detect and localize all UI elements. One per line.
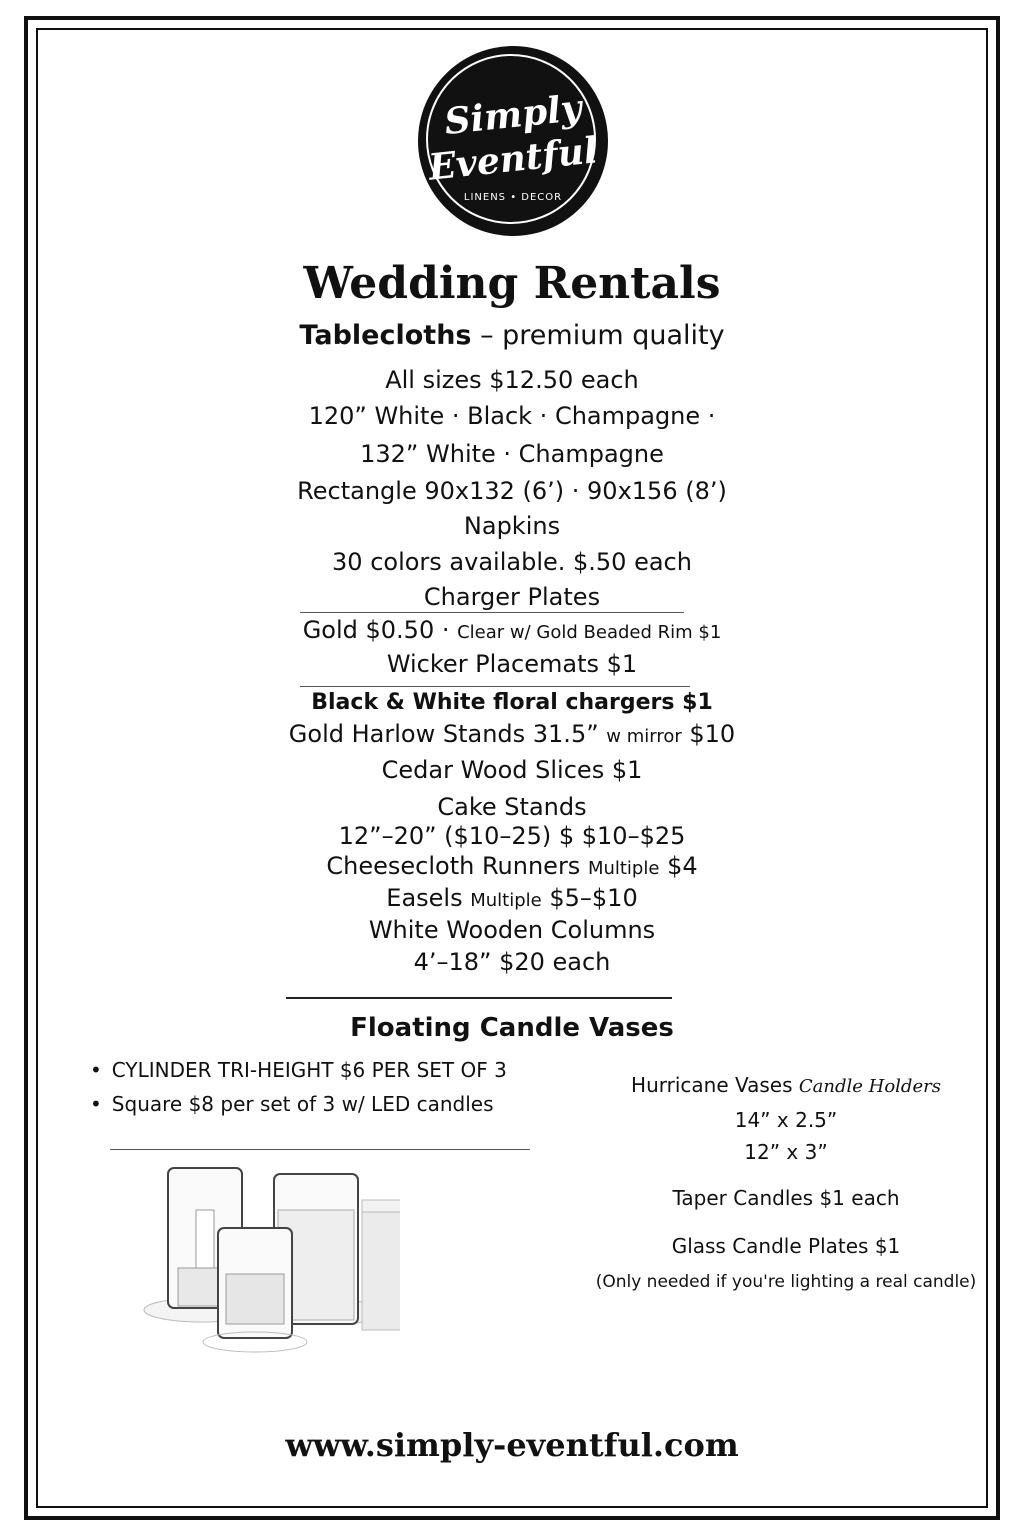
wicker-placemats: Wicker Placemats $1 [386, 650, 638, 678]
logo-line1: Simply [442, 86, 584, 144]
simply-eventful-logo [418, 46, 608, 236]
glass-candle-plates: Glass Candle Plates $1 [671, 1234, 901, 1258]
tablecloths-quality: – premium quality [471, 320, 725, 351]
list-item: • CYLINDER TRI-HEIGHT $6 PER SET OF 3 [90, 1058, 507, 1082]
candle-vases-illustration [140, 1160, 400, 1360]
columns-heading: White Wooden Columns [368, 916, 656, 944]
chargers-clear: Clear w/ Gold Beaded Rim $1 [457, 622, 722, 643]
list-item: • Square $8 per set of 3 w/ LED candles [90, 1092, 507, 1116]
candle-plates-note: (Only needed if you're lighting a real candle) [595, 1272, 977, 1292]
cake-stands-heading: Cake Stands [437, 793, 587, 821]
tablecloths-row3: Rectangle 90x132 (6’) · 90x156 (8’) [297, 477, 727, 505]
easels-line [0, 884, 1024, 912]
easels-price: $5–$10 [541, 884, 638, 912]
divider [110, 1149, 530, 1150]
harlow-mirror: w mirror [606, 726, 682, 747]
harlow-stands: Gold Harlow Stands 31.5” [288, 720, 607, 748]
chargers-heading: Charger Plates [423, 583, 601, 611]
floating-candle-heading: Floating Candle Vases [350, 1013, 674, 1043]
tablecloths-price: All sizes $12.50 each [385, 366, 639, 394]
cheesecloth-multiple: Multiple [587, 858, 660, 879]
logo-line2: Eventful [426, 129, 600, 189]
cedar-slices: Cedar Wood Slices $1 [381, 756, 643, 784]
floating-candle-list [90, 1058, 507, 1126]
section-divider [286, 997, 672, 999]
easels: Easels [386, 884, 471, 912]
hurricane-vases: Hurricane Vases [631, 1073, 799, 1097]
harlow-price: $10 [681, 720, 736, 748]
hurricane-size1: 14” x 2.5” [734, 1108, 838, 1132]
tablecloths-row1: 120” White · Black · Champagne · [308, 402, 716, 430]
cheesecloth-price: $4 [659, 852, 698, 880]
tablecloths-heading: Tablecloths [299, 320, 472, 351]
hurricane-size2: 12” x 3” [744, 1140, 828, 1164]
cheesecloth-runners: Cheesecloth Runners [326, 852, 588, 880]
tablecloths-row2: 132” White · Champagne [360, 440, 664, 468]
page-title: Wedding Rentals [303, 258, 721, 309]
cheesecloth-line [0, 852, 1024, 880]
chargers-gold: Gold $0.50 · [302, 616, 458, 644]
divider [300, 686, 690, 687]
divider [300, 612, 684, 613]
taper-candles: Taper Candles $1 each [672, 1186, 900, 1210]
tablecloths-heading-line [0, 320, 1024, 351]
napkins-detail: 30 colors available. $.50 each [332, 548, 692, 576]
harlow-stands-line [0, 720, 1024, 748]
cake-stands-detail: 12”–20” ($10–25) $ $10–$25 [338, 822, 686, 850]
website-url: www.simply-eventful.com [285, 1426, 739, 1464]
columns-detail: 4’–18” $20 each [413, 948, 611, 976]
easels-multiple: Multiple [470, 890, 542, 911]
chargers-gold-line [0, 616, 1024, 644]
logo-tagline: LINENS • DECOR [463, 192, 563, 203]
hurricane-vases-line [576, 1073, 996, 1097]
napkins-heading: Napkins [463, 512, 561, 540]
candle-holders: Candle Holders [798, 1076, 941, 1097]
floral-chargers: Black & White floral chargers $1 [311, 690, 713, 715]
